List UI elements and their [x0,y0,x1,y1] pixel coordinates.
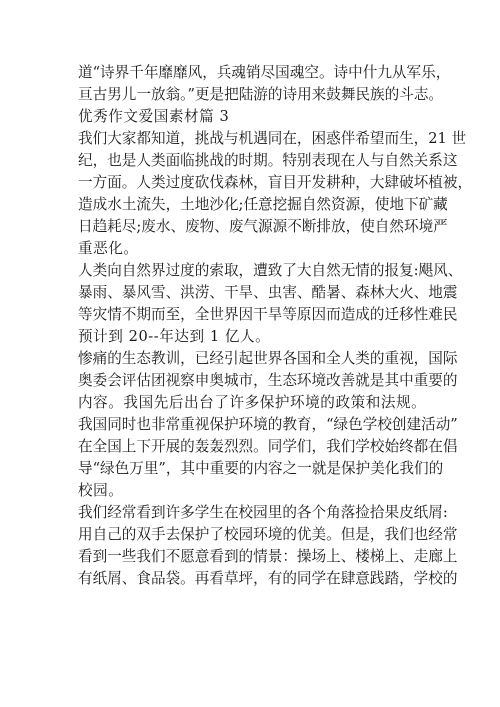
text-line: 在全国上下开展的轰轰烈烈。同学们，我们学校始终都在倡 [78,438,458,455]
text-line: 我国同时也非常重视保护环境的教育，“绿色学校创建活动” [78,416,458,433]
text-line: 内容。我国先后出台了许多保护环境的政策和法规。 [78,394,427,411]
text-line: 我们大家都知道，挑战与机遇同在，困惑伴希望而生，21 世 [78,130,467,147]
text-line: 用自己的双手去保护了校园环境的优美。但是，我们也经常 [78,526,458,543]
text-line: 重恶化。 [78,240,139,257]
text-line: 日趋耗尽;废水、废物、废气源源不断排放，使自然环境严 [78,218,448,235]
text-line: 惨痛的生态教训，已经引起世界各国和全人类的重视，国际 [78,350,458,367]
text-line: 有纸屑、食品袋。再看草坪，有的同学在肆意践踏，学校的 [78,570,458,587]
text-line: 纪，也是人类面临挑战的时期。特别表现在人与自然关系这 [78,152,458,169]
text-line: 暴雨、暴风雪、洪涝、干旱、虫害、酷暑、森林大火、地震 [78,284,458,301]
text-line: 导“绿色万里”，其中重要的内容之一就是保护美化我们的 [78,460,444,477]
section-heading: 优秀作文爱国素材篇 3 [78,108,230,125]
text-line: 看到一些我们不愿意看到的情景：操场上、楼梯上、走廊上 [78,548,458,565]
text-line: 道“诗界千年靡靡风，兵魂销尽国魂空。诗中什九从军乐， [78,64,451,81]
text-line: 校园。 [78,482,124,499]
text-line: 亘古男儿一放翁。”更是把陆游的诗用来鼓舞民族的斗志。 [78,86,444,103]
text-line: 预计到 20--年达到 1 亿人。 [78,328,271,345]
text-line: 等灾情不期而至，全世界因干旱等原因而造成的迁移性难民 [78,306,458,323]
document-page [78,62,473,590]
text-line: 一方面。人类过度砍伐森林，盲目开发耕种，大肆破坏植被， [78,174,473,191]
text-line: 我们经常看到许多学生在校园里的各个角落捡拾果皮纸屑: [78,504,448,521]
text-line: 人类向自然界过度的索取，遭致了大自然无情的报复:飓风、 [78,262,463,279]
text-line: 造成水土流失，土地沙化;任意挖掘自然资源，使地下矿藏 [78,196,448,213]
text-line: 奥委会评估团视察申奥城市，生态环境改善就是其中重要的 [78,372,458,389]
